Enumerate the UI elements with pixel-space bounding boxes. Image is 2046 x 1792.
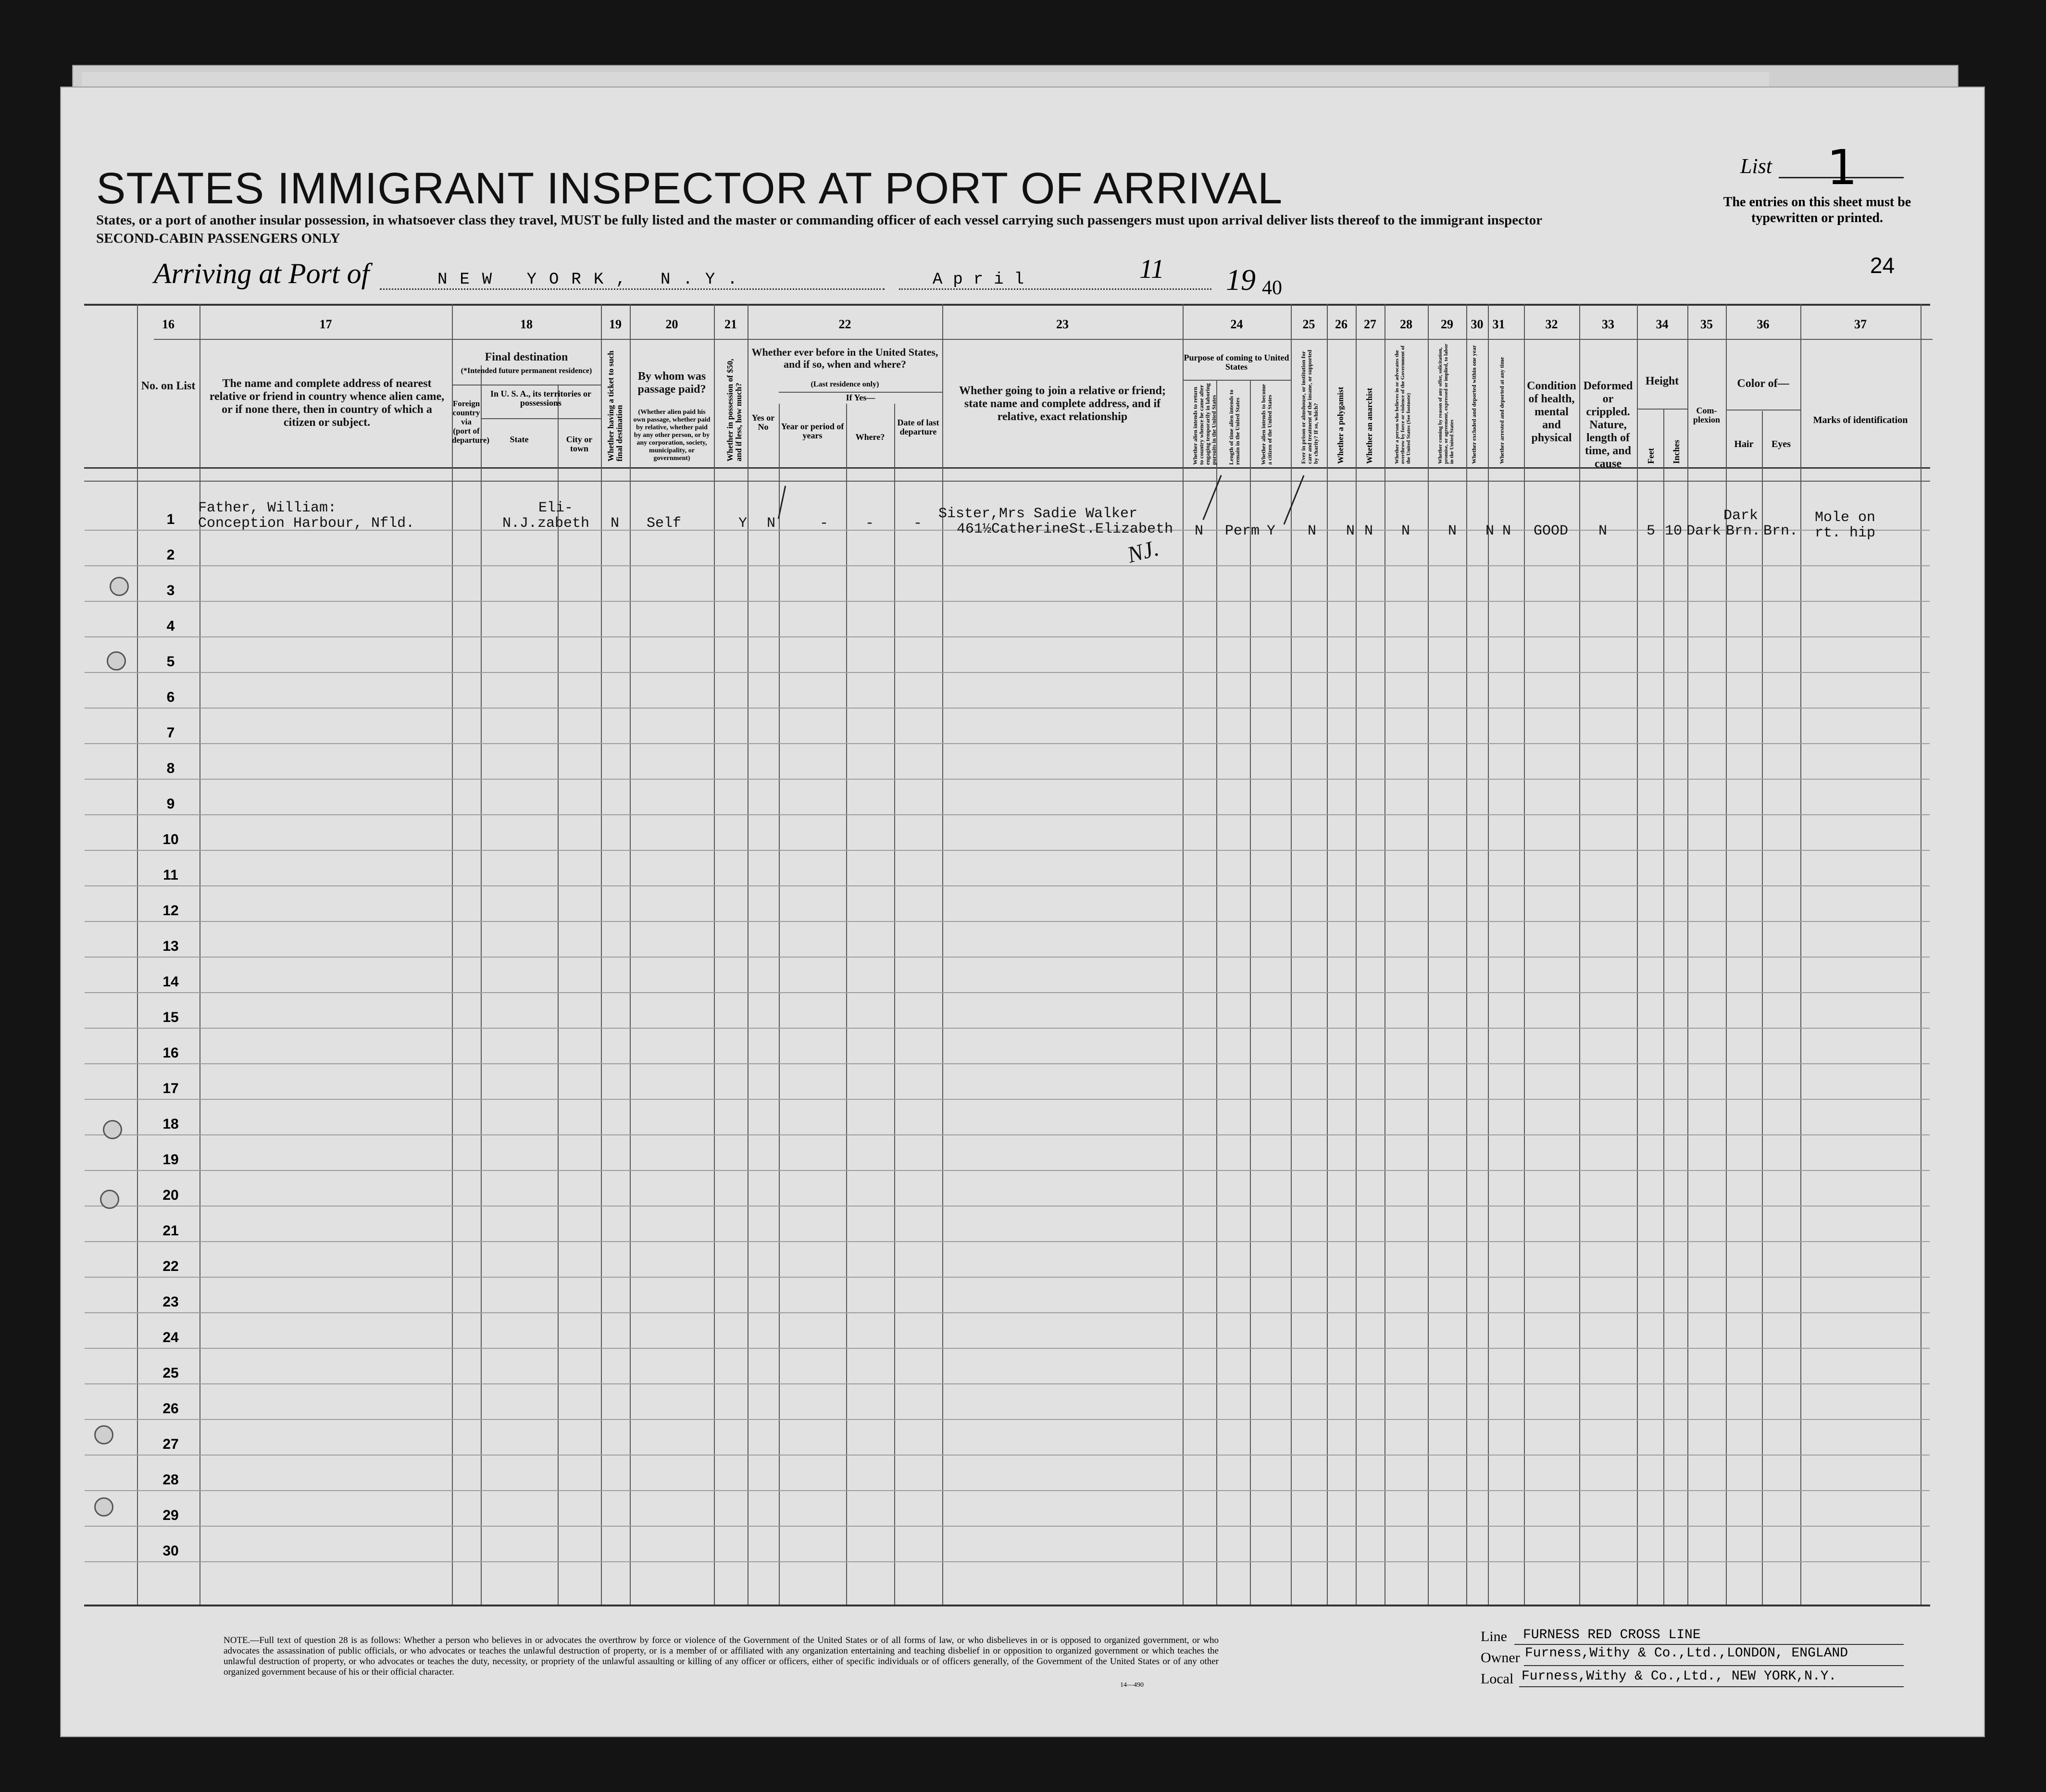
row-number: 16 <box>162 1045 179 1061</box>
col-num-18: 18 <box>520 317 533 331</box>
header-hair: Hair <box>1734 439 1754 449</box>
entry-deformed: N <box>1598 523 1608 539</box>
binder-hole <box>103 1120 122 1139</box>
day-value: 11 <box>1139 254 1164 284</box>
row-number: 19 <box>162 1152 179 1168</box>
subheader-rule <box>452 385 601 386</box>
entry-complexion: Dark <box>1686 523 1722 539</box>
subheader-rule <box>481 418 601 419</box>
entry-excluded: N <box>1485 523 1495 539</box>
col-line <box>1663 409 1664 1605</box>
entry-join-line2: 461½CatherineSt.Elizabeth <box>957 521 1173 537</box>
header-arrested: Whether arrested and deported at any time <box>1498 357 1505 464</box>
col-line <box>1327 304 1328 1605</box>
header-city: City or town <box>566 435 593 453</box>
table-row <box>85 1312 1930 1313</box>
binder-hole <box>100 1190 119 1209</box>
row-number: 15 <box>162 1009 179 1025</box>
entry-period: - <box>820 515 829 532</box>
header-polygamist: Whether a polygamist <box>1336 386 1345 464</box>
binder-hole <box>94 1497 113 1517</box>
line-underline <box>1514 1644 1904 1645</box>
table-row <box>85 1063 1930 1064</box>
header-final-destination: Final destination <box>485 351 568 363</box>
row-number: 18 <box>162 1116 179 1132</box>
row-number: 23 <box>162 1294 179 1310</box>
row-number: 3 <box>166 583 175 598</box>
row-number: 8 <box>166 760 175 776</box>
entry-state: N.J. <box>502 515 537 532</box>
entry-relative-line1: Father, William: <box>198 500 337 516</box>
header-ever-before-sub: (Last residence only) <box>811 380 879 388</box>
table-row <box>85 565 1930 566</box>
header-passage-paid-sub: (Whether alien paid his own passage, whether paid by relative, whether paid by any other person, or by any corporation, society, municipality, or government) <box>633 409 711 462</box>
year-label: 19 <box>1226 264 1256 297</box>
col-line <box>137 304 138 1605</box>
row-number: 22 <box>162 1258 179 1274</box>
col-line <box>1726 304 1727 1605</box>
col-line <box>1524 304 1525 1605</box>
entry-height-feet: 5 <box>1647 523 1656 539</box>
table-row <box>85 814 1930 815</box>
header-no-on-list: No. on List <box>141 380 196 392</box>
row-number: 24 <box>162 1330 179 1345</box>
class-text: SECOND-CABIN PASSENGERS ONLY <box>96 231 340 246</box>
row-number: 12 <box>162 903 179 919</box>
entry-polygamist: N <box>1346 523 1355 539</box>
table-header-rule <box>84 467 1930 469</box>
table-row <box>85 850 1930 851</box>
header-become-citizen: Whether alien intends to become a citizen of the United States <box>1260 384 1273 465</box>
header-ever-before: Whether ever before in the United States, and if so, when and where? <box>751 346 938 370</box>
entry-overthrow: N <box>1401 523 1410 539</box>
entry-citizen: Y <box>1267 523 1276 539</box>
col-line <box>1687 304 1688 1605</box>
binder-hole <box>107 651 126 671</box>
col-num-29: 29 <box>1441 317 1453 331</box>
header-ticket: Whether having a ticket to such final destination <box>606 350 624 461</box>
col-line <box>1428 304 1429 1605</box>
table-row <box>85 636 1930 637</box>
entry-return: N <box>1195 523 1204 539</box>
col-line <box>942 304 943 1605</box>
table-row <box>85 1490 1930 1491</box>
col-line <box>1291 304 1292 1605</box>
form-number: 14—490 <box>1120 1681 1144 1689</box>
header-last-departure: Date of last departure <box>897 418 939 436</box>
col-num-32: 32 <box>1545 317 1558 331</box>
header-in-usa: In U. S. A., its territories or possessions <box>490 389 591 408</box>
col-line <box>558 385 559 1605</box>
header-complexion: Com-plexion <box>1693 406 1720 424</box>
year-value: 40 <box>1262 277 1282 299</box>
subheader-rule <box>1726 410 1800 411</box>
col-line <box>894 404 895 1605</box>
entry-arrested: N <box>1502 523 1511 539</box>
document-title: STATES IMMIGRANT INSPECTOR AT PORT OF ARRIVAL <box>96 164 1283 213</box>
entry-before-in-us: N <box>767 515 776 532</box>
header-marks: Marks of identification <box>1813 415 1908 425</box>
handwritten-annotation: NJ. <box>1124 535 1162 568</box>
row-number: 28 <box>162 1472 179 1488</box>
entry-labor-offer: N <box>1448 523 1457 539</box>
row-number: 6 <box>166 689 175 705</box>
table-row <box>85 708 1930 709</box>
col-line <box>846 404 847 1605</box>
col-line <box>1579 304 1580 1605</box>
table-number-rule <box>154 339 1933 340</box>
header-final-destination-sub: (*Intended future permanent residence) <box>461 367 592 375</box>
table-top-rule <box>84 304 1930 306</box>
header-state: State <box>510 435 529 444</box>
entry-prison: N <box>1308 523 1317 539</box>
col-line <box>1183 304 1184 1605</box>
col-line <box>714 304 715 1605</box>
row-number: 26 <box>162 1401 179 1417</box>
month-value: April <box>933 271 1035 289</box>
table-row <box>85 743 1930 744</box>
col-num-21: 21 <box>724 317 737 331</box>
header-going-to-join: Whether going to join a relative or friend; state name and complete address, and if relative, exact relationship <box>959 385 1166 423</box>
table-row <box>85 1134 1930 1135</box>
table-row <box>85 672 1930 673</box>
col-line <box>1800 304 1801 1605</box>
header-fifty-dollars: Whether in possession of $50, and if less, how much? <box>725 359 743 461</box>
col-num-23: 23 <box>1056 317 1069 331</box>
entry-marks-line2: rt. hip <box>1815 525 1876 541</box>
owner-value: Furness,Withy & Co.,Ltd.,LONDON, ENGLAND <box>1525 1646 1848 1661</box>
entry-city-line2: zabeth <box>537 515 590 532</box>
header-passage-paid: By whom was passage paid? <box>637 370 706 396</box>
line-value: FURNESS RED CROSS LINE <box>1523 1628 1701 1643</box>
col-line <box>1762 411 1763 1605</box>
header-excluded: Whether excluded and deported within one year <box>1471 345 1477 464</box>
port-value: NEW YORK, N.Y. <box>437 271 750 289</box>
header-color-of: Color of— <box>1737 377 1789 390</box>
col-line <box>630 304 631 1605</box>
footnote: NOTE.—Full text of question 28 is as follows: Whether a person who believes in or advocates the overthrow by force or violence of the Government of the United States or of all forms of law, or who disbelieves in or is opposed to organized government, or who advocates the assassination of public officials, or who advocates or teaches the unlawful destruction of property, or is a member of or affiliated with any organization entertaining and teaching disbelief in or opposition to organized government or which teaches the unlawful destruction of property, or who advocates or teaches the duty, necessity, or propriety of the unlawful assaulting or killing of any officer or officers, either of specific individuals or of officers generally, of the Government of the United States or of any other organized government because of his or their official character. <box>224 1635 1219 1677</box>
row-number: 13 <box>162 938 179 954</box>
row-number: 17 <box>162 1081 179 1096</box>
col-num-30: 30 <box>1471 317 1484 331</box>
local-underline <box>1519 1686 1904 1687</box>
table-row <box>85 885 1930 886</box>
binder-hole <box>110 577 129 596</box>
table-header-rule-2 <box>84 481 1930 482</box>
col-num-36: 36 <box>1757 317 1770 331</box>
entry-relative-line2: Conception Harbour, Nfld. <box>198 515 415 532</box>
header-health: Condition of health, mental and physical <box>1527 380 1576 444</box>
col-num-31: 31 <box>1492 317 1505 331</box>
entry-hair-line1: Dark <box>1723 508 1759 524</box>
header-prison: Ever in prison or almshouse, or institution for care and treatment of the insane, or supported by charity? If so, which? <box>1300 349 1319 464</box>
col-num-34: 34 <box>1656 317 1669 331</box>
table-row <box>85 992 1930 993</box>
table-row <box>85 1455 1930 1456</box>
header-anarchist: Whether an anarchist <box>1365 387 1374 464</box>
header-feet: Feet <box>1646 448 1656 464</box>
table-bottom-rule <box>84 1605 1930 1606</box>
row-number: 1 <box>166 511 175 527</box>
col-line <box>601 304 602 1605</box>
header-foreign-country: Foreign country via (port of departure) <box>452 399 490 445</box>
table-row <box>85 957 1930 958</box>
header-where: Where? <box>855 432 885 442</box>
intro-text: States, or a port of another insular possession, in whatsoever class they travel, MUST be fully listed and the master or commanding officer of each vessel carrying such passengers must upon arrival deliver lists thereof to the immigrant inspector <box>96 212 1543 228</box>
owner-label: Owner <box>1481 1650 1520 1666</box>
entry-health: GOOD <box>1534 523 1569 539</box>
row-number: 10 <box>162 832 179 847</box>
col-num-25: 25 <box>1302 317 1315 331</box>
subheader-rule <box>1637 409 1687 410</box>
list-number: 1 <box>1827 139 1858 196</box>
manifest-sheet <box>60 87 1985 1737</box>
page-number: 24 <box>1870 253 1895 278</box>
row-number: 30 <box>162 1543 179 1559</box>
header-labor-offer: Whether coming by reason of any offer, solicitation, promise, or agreement, expressed or implied, to labor in the United States <box>1437 344 1455 464</box>
col-line <box>779 404 780 1605</box>
entry-hair-line2: Brn. <box>1726 523 1761 539</box>
col-num-28: 28 <box>1400 317 1412 331</box>
entry-has-fifty: Y <box>738 515 748 532</box>
table-row <box>85 921 1930 922</box>
header-if-yes: If Yes— <box>846 393 875 402</box>
table-row <box>85 1241 1930 1242</box>
entry-where: - <box>865 515 874 532</box>
col-line <box>1637 304 1638 1605</box>
entry-join-line1: Sister,Mrs Sadie Walker <box>938 506 1138 522</box>
col-num-16: 16 <box>162 317 175 331</box>
col-line <box>1488 304 1489 1605</box>
typewritten-instruction: The entries on this sheet must be typewritten or printed. <box>1723 195 1911 225</box>
row-number: 25 <box>162 1365 179 1381</box>
entry-paid-by: Self <box>647 515 682 532</box>
row-number: 2 <box>166 547 175 563</box>
table-row <box>85 601 1930 602</box>
table-row <box>85 1277 1930 1278</box>
col-num-26: 26 <box>1335 317 1347 331</box>
row-number: 29 <box>162 1507 179 1523</box>
local-value: Furness,Withy & Co.,Ltd., NEW YORK,N.Y. <box>1522 1669 1837 1684</box>
col-num-19: 19 <box>609 317 622 331</box>
col-num-20: 20 <box>665 317 678 331</box>
binder-hole <box>94 1425 113 1444</box>
table-row <box>85 1419 1930 1420</box>
col-num-22: 22 <box>838 317 851 331</box>
subheader-rule <box>1183 380 1291 381</box>
col-line <box>748 304 749 1605</box>
list-label: List <box>1740 154 1772 178</box>
line-label: Line <box>1481 1629 1507 1644</box>
local-label: Local <box>1481 1671 1514 1687</box>
table-row <box>85 1526 1930 1527</box>
row-number: 20 <box>162 1187 179 1203</box>
header-period: Year or period of years <box>781 422 844 440</box>
table-row <box>85 1099 1930 1100</box>
entry-marks-line1: Mole on <box>1815 510 1876 526</box>
table-row <box>85 1028 1930 1029</box>
row-number: 7 <box>166 725 175 741</box>
table-row <box>85 1561 1930 1562</box>
table-row <box>85 779 1930 780</box>
header-eyes: Eyes <box>1772 439 1791 449</box>
entry-ticket: N <box>611 515 620 532</box>
entry-eyes: Brn. <box>1763 523 1798 539</box>
header-purpose: Purpose of coming to United States <box>1184 353 1289 372</box>
col-num-35: 35 <box>1700 317 1713 331</box>
owner-underline <box>1524 1665 1904 1666</box>
row-number: 5 <box>166 654 175 670</box>
col-line <box>1466 304 1467 1605</box>
row-number: 14 <box>162 974 179 990</box>
entry-city-line1: Eli- <box>538 500 574 516</box>
header-overthrow: Whether a person who believes in or advocates the overthrow by force or violence of the Government of the United States (See footnote) <box>1394 345 1411 464</box>
col-num-24: 24 <box>1230 317 1243 331</box>
arriving-label: Arriving at Port of <box>154 258 370 289</box>
row-number: 11 <box>163 867 178 883</box>
table-row <box>85 1206 1930 1207</box>
row-number: 27 <box>162 1436 179 1452</box>
entry-length: Perm <box>1225 523 1260 539</box>
col-num-37: 37 <box>1854 317 1867 331</box>
col-num-33: 33 <box>1602 317 1614 331</box>
table-row <box>85 1170 1930 1171</box>
header-yes-no: Yes or No <box>751 413 775 432</box>
entry-anarchist: N <box>1364 523 1373 539</box>
table-row <box>85 1383 1930 1384</box>
header-deformed: Deformed or crippled. Nature, length of time, and cause <box>1583 380 1633 470</box>
row-number: 9 <box>166 796 175 812</box>
col-line <box>452 304 453 1605</box>
col-line <box>1356 304 1357 1605</box>
header-inches: Inches <box>1672 439 1681 464</box>
table-row <box>85 1348 1930 1349</box>
row-number: 21 <box>162 1223 179 1239</box>
col-num-27: 27 <box>1364 317 1376 331</box>
row-number: 4 <box>166 618 175 634</box>
header-length-of-stay: Length of time alien intends to remain in the United States <box>1228 389 1241 465</box>
header-nearest-relative: The name and complete address of nearest relative or friend in country whence alien came, or if none there, then in country of which a citizen or subject. <box>209 377 445 429</box>
col-num-17: 17 <box>319 317 332 331</box>
header-height: Height <box>1645 375 1679 387</box>
header-return-intent: Whether alien intends to return to country whence he came after engaging temporarily in laboring pursuits in the United States <box>1192 383 1217 465</box>
entry-height-inches: 10 <box>1665 523 1683 539</box>
entry-date: - <box>913 515 923 532</box>
